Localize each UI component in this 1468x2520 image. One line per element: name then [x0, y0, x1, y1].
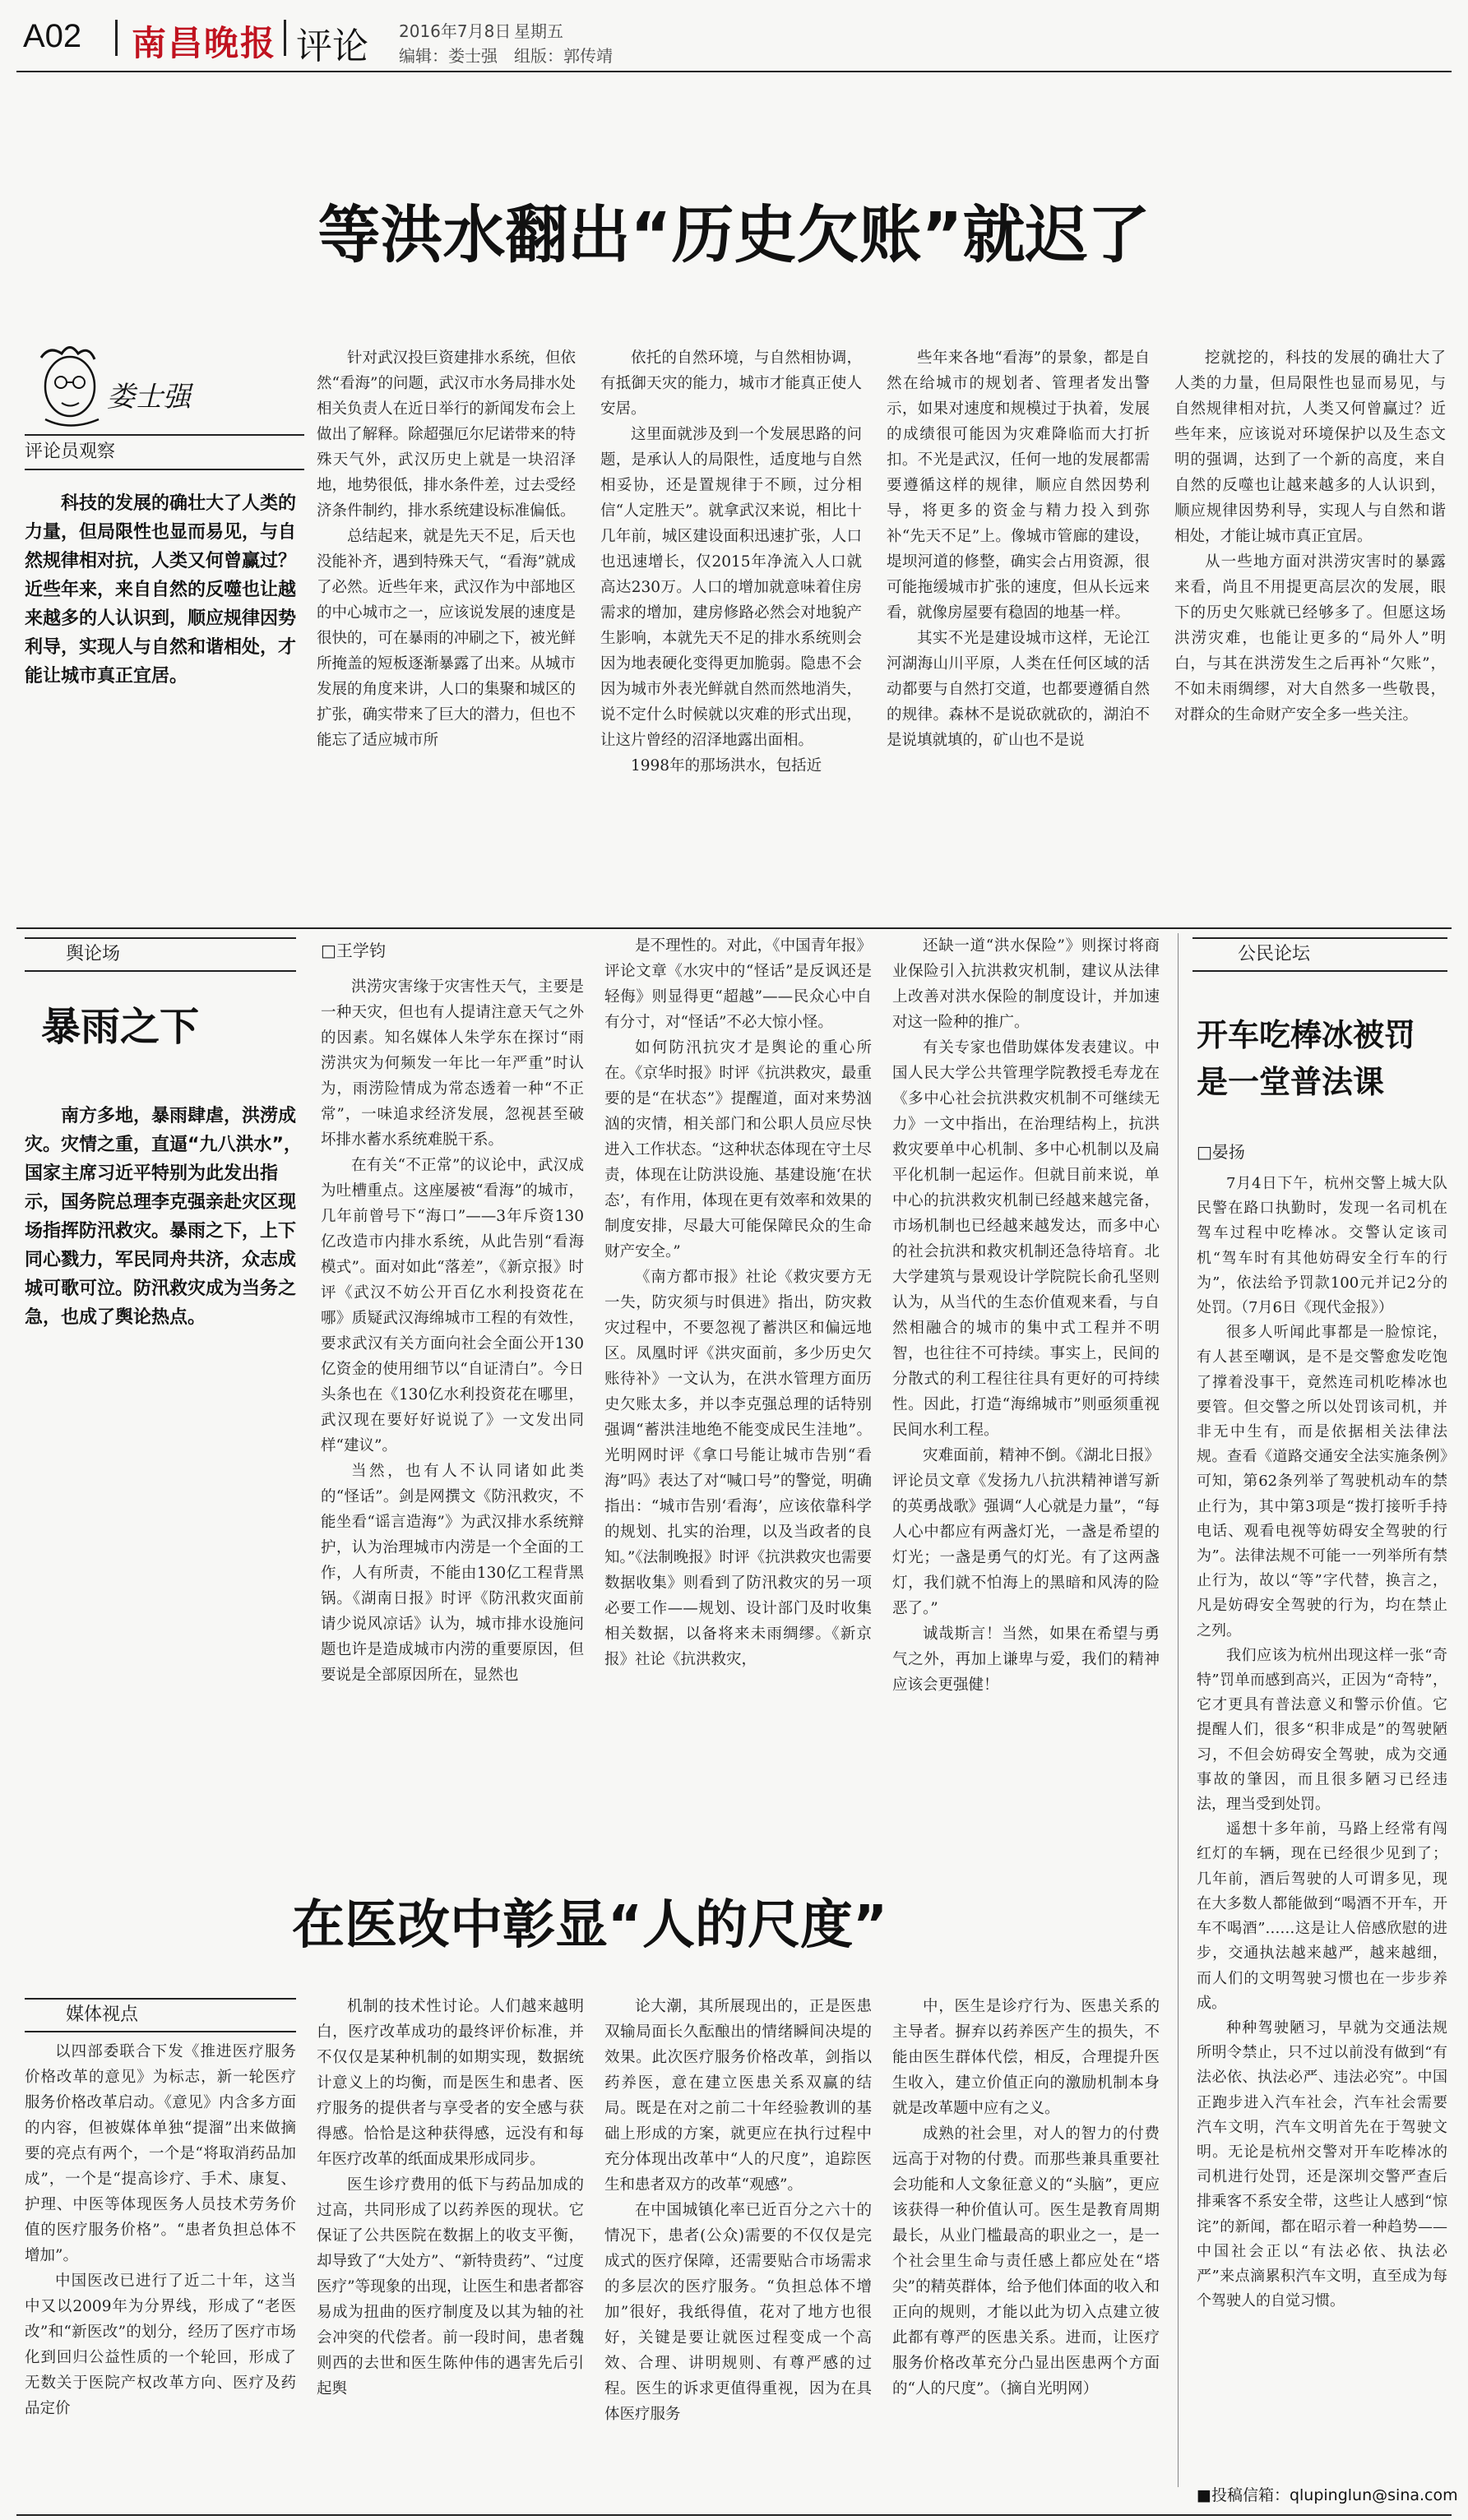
article-column — [317, 1994, 584, 2512]
article-title: 等洪水翻出“历史欠账”就迟了 — [317, 198, 1151, 271]
section-label-box — [1192, 937, 1447, 972]
article-title: 是一堂普法课 — [1197, 1064, 1385, 1100]
byline: □王学钧 — [321, 941, 386, 960]
paragraph: 在中国城镇化率已近百分之六十的情况下，患者(公众)需要的不仅仅是完成式的医疗保障，还需要贴合市场需求的多层次的医疗服务。“负担总体不增加”很好，我纸得值，花对了地方也很好，关键是要让就医过程变成一个高效、合理、讲明规则、有尊严感的过程。医生的诉求更值得重视，因为在具体医疗服务 — [604, 2202, 872, 2423]
article-column — [600, 345, 862, 921]
header-divider — [115, 20, 118, 56]
article-column — [1197, 1172, 1447, 2471]
paragraph: 诚哉斯言！当然，如果在希望与勇气之外，再加上谦卑与爱，我们的精神应该会更强健！ — [892, 1625, 1160, 1694]
article-column — [604, 933, 872, 1821]
article-column — [317, 345, 576, 921]
section-label: 公民论坛 — [1238, 944, 1311, 964]
article-column — [25, 2039, 296, 2512]
page-number: A02 — [23, 18, 82, 54]
article-lead — [25, 489, 304, 719]
paragraph: 这里面就涉及到一个发展思路的问题，是承认人的局限性，适度地与自然相妥协，还是置规律于不顾，过分相信“人定胜天”。就拿武汉来说，相比十几年前，城区建设面积迅速扩张，人口也迅速增长，仅2015年净流入人口就高达230万。人口的增加就意味着住房需求的增加，建房修路必然会对地貌产生影响，本就先天不足的排水系统则会因为地表硬化变得更加脆弱。隐患不会因为城市外表光鲜就自然而然地消失，说不定什么时候就以灾难的形式出现，让这片曾经的沼泽地露出面相。 — [600, 426, 862, 749]
paragraph: 挖就挖的，科技的发展的确壮大了人类的力量，但局限性也显而易见，与自然规律相对抗，人类又何曾赢过？近些年来，应该说对环境保护以及生态文明的强调，达到了一个新的高度，来自自然的反噬也让越来越多的人认识到，顺应规律因势利导，实现人与自然和谐相处，才能让城市真正宜居。 — [1174, 349, 1446, 545]
paragraph: 是不理性的。对此，《中国青年报》评论文章《水灾中的“怪话”是反讽还是轻侮》则显得更“超越”——民众心中自有分寸，对“怪话”不必大惊小怪。 — [604, 937, 872, 1031]
issue-date: 2016年7月8日 — [399, 21, 512, 41]
issue-weekday: 星期五 — [514, 21, 563, 41]
section-label: 舆论场 — [66, 944, 121, 964]
article-column — [321, 974, 584, 1821]
article-lead — [25, 1102, 304, 1348]
section-rule — [16, 927, 1452, 929]
layout-credit: 组版：郭传靖 — [514, 46, 613, 66]
paragraph: 依托的自然环境，与自然相协调，有抵御天灾的能力，城市才能真正使人安居。 — [600, 349, 862, 418]
paragraph: 《南方都市报》社论《救灾要方无一失，防灾须与时俱进》指出，防灾救灾过程中，不要忽视了蓄洪区和偏远地区。凤凰时评《洪灾面前，多少历史欠账待补》一文认为，在洪水管理方面历史欠账太多，并以李克强总理的话特别强调“蓄洪洼地绝不能变成民生洼地”。光明网时评《拿口号能让城市告别“看海”吗》表达了对“喊口号”的警觉，明确指出：“城市告别‘看海’，应该依靠科学的规划、扎实的治理，以及当政者的良知。”《法制晚报》时评《抗洪救灾也需要数据收集》则看到了防汛救灾的另一项必要工作——规划、设计部门及时收集相关数据，以备将来未雨绸缪。《新京报》社论《抗洪救灾， — [604, 1269, 872, 1668]
paragraph: 论大潮，其所展现出的，正是医患双输局面长久酝酿出的情绪瞬间决堤的效果。此次医疗服务价格改革，剑指以药养医，意在建立医患关系双赢的结局。既是在对之前二十年经验教训的基础上形成的方案，就更应在执行过程中充分体现出改革中“人的尺度”，追踪医生和患者双方的改革“观感”。 — [604, 1998, 872, 2194]
paragraph: 1998年的那场洪水，包括近 — [631, 757, 822, 774]
paragraph: 遥想十多年前，马路上经常有闯红灯的车辆，现在已经很少见到了；几年前，酒后驾驶的人可谓多见，现在大多数人都能做到“喝酒不开车，开车不喝酒”……这是让人倍感欣慰的进步，交通执法越来越严，越来越细，而人们的文明驾驶习惯也在一步步养成。 — [1197, 1820, 1447, 2012]
paragraph: 针对武汉投巨资建排水系统，但依然“看海”的问题，武汉市水务局排水处相关负责人在近日举行的新闻发布会上做出了解释。除超强厄尔尼诺带来的特殊天气外，武汉历史上就是一块沼泽地，地势很低，排水条件差，过去受经济条件制约，排水系统建设标准偏低。 — [317, 349, 576, 520]
column-separator — [1178, 933, 1179, 2487]
header-rule — [16, 71, 1452, 72]
paragraph: 灾难面前，精神不倒。《湖北日报》评论员文章《发扬九八抗洪精神谱写新的英勇战歌》强调“人心就是力量”，“每人心中都应有两盏灯光，一盏是希望的灯光；一盏是勇气的灯光。有了这两盏灯，我们就不怕海上的黑暗和风涛的险恶了。” — [892, 1447, 1160, 1617]
paragraph: 如何防汛抗灾才是舆论的重心所在。《京华时报》时评《抗洪救灾，最重要的是“在状态”》提醒道，面对来势汹汹的灾情，相关部门和公职人员应尽快进入工作状态。“这种状态体现在守土尽责，体现在让防洪设施、基建设施‘在状态’，有作用，体现在更有效率和效果的制度安排，尽最大可能保障民众的生命财产安全。” — [604, 1039, 872, 1260]
article-column — [892, 933, 1160, 1821]
article-column — [604, 1994, 872, 2512]
paragraph: 成熟的社会里，对人的智力的付费远高于对物的付费。而那些兼具重要社会功能和人文象征意义的“头脑”，更应该获得一种价值认可。医生是教育周期最长，从业门槛最高的职业之一，是一个社会里生命与责任感上都应处在“塔尖”的精英群体，给予他们体面的收入和正向的规则，才能以此为切入点建立彼此都有尊严的医患关系。进而，让医疗服务价格改革充分凸显出医患两个方面的“人的尺度”。（摘自光明网） — [892, 2125, 1160, 2397]
paragraph: 总结起来，就是先天不足，后天也没能补齐，遇到特殊天气，“看海”就成了必然。近些年来，武汉作为中部地区的中心城市之一，应该说发展的速度是很快的，可在暴雨的冲刷之下，被光鲜所掩盖的短板逐渐暴露了出来。从城市发展的角度来讲，人口的集聚和城区的扩张，确实带来了巨大的潜力，但也不能忘了适应城市所 — [317, 528, 576, 749]
paragraph: 当然，也有人不认同诸如此类的“怪话”。剑是网撰文《防汛救灾，不能坐看“谣言造海”》为武汉排水系统辩护，认为治理城市内涝是一个全面的工作，人有所责，不能由130亿工程背黑锅。《湖南日报》时评《防汛救灾面前 请少说风凉话》认为，城市排水设施问题也许是造成城市内涝的重要原因，但要说是全部原因所在，显然也 — [321, 1463, 584, 1684]
columnist-signature: 娄士强 — [107, 381, 191, 414]
lead-paragraph: 南方多地，暴雨肆虐，洪涝成灾。灾情之重，直逼“九八洪水”，国家主席习近平特别为此发出指示，国务院总理李克强亲赴灾区现场指挥防汛救灾。暴雨之下，上下同心戮力，军民同舟共济，众志成城可歌可泣。防汛救灾成为当务之急，也成了舆论热点。 — [25, 1106, 302, 1328]
paragraph: 从一些地方面对洪涝灾害时的暴露来看，尚且不用提更高层次的发展，眼下的历史欠账就已经够多了。但愿这场洪涝灾难，也能让更多的“局外人”明白，与其在洪涝发生之后再补“欠账”，不如未雨绸缪，对大自然多一些敬畏，对群众的生命财产安全多一些关注。 — [1174, 553, 1446, 724]
paragraph: 7月4日下午，杭州交警上城大队民警在路口执勤时，发现一名司机在驾车过程中吃棒冰。交警认定该司机“驾车时有其他妨碍安全行车的行为”，依法给予罚款100元并记2分的处罚。（7月6日《现代金报》） — [1197, 1175, 1447, 1317]
paragraph: 其实不光是建设城市这样，无论江河湖海山川平原，人类在任何区域的活动都要与自然打交道，也都要遵循自然的规律。森林不是说砍就砍的，湖泊不是说填就填的，矿山也不是说 — [887, 630, 1150, 749]
lead-paragraph: 科技的发展的确壮大了人类的力量，但局限性也显而易见，与自然规律相对抗，人类又何曾赢过？近些年来，来自自然的反噬也让越来越多的人认识到，顺应规律因势利导，实现人与自然和谐相处，才能让城市真正宜居。 — [25, 493, 297, 687]
byline: □晏扬 — [1197, 1142, 1245, 1162]
article-title: 在医改中彰显“人的尺度” — [292, 1895, 888, 1956]
section-label-box — [25, 1998, 296, 2032]
paragraph: 中，医生是诊疗行为、医患关系的主导者。摒弃以药养医产生的损失，不能由医生群体代偿，相反，合理提升医生收入，建立价值正向的激励机制本身就是改革题中应有之义。 — [892, 1998, 1160, 2117]
article-title: 暴雨之下 — [41, 1004, 200, 1050]
section-label-box — [25, 937, 296, 972]
paragraph: 在有关“不正常”的议论中，武汉成为吐槽重点。这座屡被“看海”的城市，几年前曾号下“海口”——3年斥资130亿改造市内排水系统，从此告别“看海模式”。面对如此“落差”，《新京报》时评《武汉不妨公开百亿水利投资花在哪》质疑武汉海绵城市工程的有效性，要求武汉有关方面向社会全面公开130亿资金的使用细节以“自证清白”。今日头条也在《130亿水利投资花在哪里，武汉现在要好好说说了》一文发出同样“建议”。 — [321, 1157, 584, 1454]
column-label — [25, 434, 304, 470]
paragraph: 中国医改已进行了近二十年，这当中又以2009年为分界线，形成了“老医改”和“新医改”的划分，经历了医疗市场化到回归公益性质的一个轮回，形成了无数关于医院产权改革方向、医疗及药品定价 — [25, 2273, 296, 2417]
paragraph: 洪涝灾害缘于灾害性天气，主要是一种天灾，但也有人提请注意天气之外的因素。知名媒体人朱学东在探讨“雨涝洪灾为何频发一年比一年严重”时认为，雨涝险情成为常态透着一种“不正常”，一味追求经济发展，忽视甚至破坏排水蓄水系统难脱干系。 — [321, 978, 584, 1149]
paragraph: 还缺一道“洪水保险”》则探讨将商业保险引入抗洪救灾机制，建议从法律上改善对洪水保险的制度设计，并加速对这一险种的推广。 — [892, 937, 1160, 1031]
article-column — [1174, 345, 1446, 921]
header-divider — [284, 20, 286, 56]
paragraph: 些年来各地“看海”的景象，都是自然在给城市的规划者、管理者发出警示，如果对速度和规模过于执着，发展的成绩很可能因为灾难降临而大打折扣。不光是武汉，任何一地的发展都需要遵循这样的规律，顺应自然因势利导，将更多的资金与精力投入到弥补“先天不足”上。像城市管廊的建设，堤坝河道的修整，确实会占用资源，很可能拖缓城市扩张的速度，但从长远来看，就像房屋要有稳固的地基一样。 — [887, 349, 1150, 622]
column-label-text: 评论员观察 — [25, 442, 116, 462]
paragraph: 有关专家也借助媒体发表建议。中国人民大学公共管理学院教授毛寿龙在《多中心社会抗洪救灾机制不可继续无力》一文中指出，在治理结构上，抗洪救灾要单中心机制、多中心机制以及扁平化机制一起运作。但就目前来说，单中心的抗洪救灾机制已经越来越完备，市场机制也已经越来越发达，而多中心的社会抗洪和救灾机制还急待培育。北大学建筑与景观设计学院院长俞孔坚则认为，从当代的生态价值观来看，与自然相融合的城市的集中式工程并不明智，也往往不可持续。事实上，民间的分散式的利工程往往具有更好的可持续性。因此，打造“海绵城市”则亟须重视民间水利工程。 — [892, 1039, 1160, 1439]
paragraph: 种种驾驶陋习，早就为交通法规所明令禁止，只不过以前没有做到“有法必依、执法必严、违法必究”。中国正跑步进入汽车社会，汽车社会需要汽车文明，汽车文明首先在于驾驶文明。无论是杭州交警对开车吃棒冰的司机进行处罚，还是深圳交警严查后排乘客不系安全带，这些让人感到“惊诧”的新闻，都在昭示着一种趋势——中国社会正以“有法必依、执法必严”来点滴累积汽车文明，直至成为每个驾驶人的自觉习惯。 — [1197, 2018, 1447, 2310]
article-column — [887, 345, 1150, 921]
article-column — [892, 1994, 1160, 2512]
page-header — [0, 0, 1468, 74]
paragraph: 很多人听闻此事都是一脸惊诧，有人甚至嘲讽，是不是交警愈发吃饱了撑着没事干，竟然连司机吃棒冰也要管。但交警之所以处罚该司机，并非无中生有，而是依据相关法律法规。查看《道路交通安全法实施条例》可知，第62条列举了驾驶机动车的禁止行为，其中第3项是“拨打接听手持电话、观看电视等妨碍安全驾驶的行为”。法律法规不可能一一列举所有禁止行为，故以“等”字代替，换言之，凡是妨碍安全驾驶的行为，均在禁止之列。 — [1197, 1324, 1447, 1639]
footer-rule — [16, 2514, 1452, 2516]
article-title: 开车吃棒冰被罚 — [1197, 1017, 1416, 1053]
paragraph: 医生诊疗费用的低下与药品加成的过高，共同形成了以药养医的现状。它保证了公共医院在数据上的收支平衡，却导致了“大处方”、“新特贵药”、“过度医疗”等现象的出现，让医生和患者都容易成为扭曲的医疗制度及以其为轴的社会冲突的代偿者。前一段时间，患者魏则西的去世和医生陈仲伟的遇害先后引起舆 — [317, 2176, 584, 2397]
section-name: 评论 — [296, 25, 368, 67]
editor-credit: 编辑：娄士强 — [399, 46, 498, 66]
paragraph: 机制的技术性讨论。人们越来越明白，医疗改革成功的最终评价标准，并不仅仅是某种机制的如期实现，数据统计意义上的均衡，而是医生和患者、医疗服务的提供者与享受者的安全感与获得感。恰恰是这种获得感，远没有和每年医疗改革的纸面成果形成同步。 — [317, 1998, 584, 2168]
submission-email: ■投稿信箱：qlupinglun@sina.com — [1197, 2486, 1458, 2504]
brand-logo: 南昌晚报 — [132, 23, 277, 63]
paragraph: 以四部委联合下发《推进医疗服务价格改革的意见》为标志，新一轮医疗服务价格改革启动。《意见》内含多方面的内容，但被媒体单独“提溜”出来做摘要的亮点有两个，一个是“将取消药品加成”，一个是“提高诊疗、手术、康复、护理、中医等体现医务人员技术劳务价值的医疗服务价格”。“患者负担总体不增加”。 — [25, 2043, 296, 2264]
paragraph: 我们应该为杭州出现这样一张“奇特”罚单而感到高兴，正因为“奇特”，它才更具有普法意义和警示价值。它提醒人们，很多“积非成是”的驾驶陋习，不但会妨碍安全驾驶，成为交通事故的肇因，而且很多陋习已经违法，理当受到处罚。 — [1197, 1646, 1447, 1814]
section-label: 媒体视点 — [66, 2004, 139, 2025]
